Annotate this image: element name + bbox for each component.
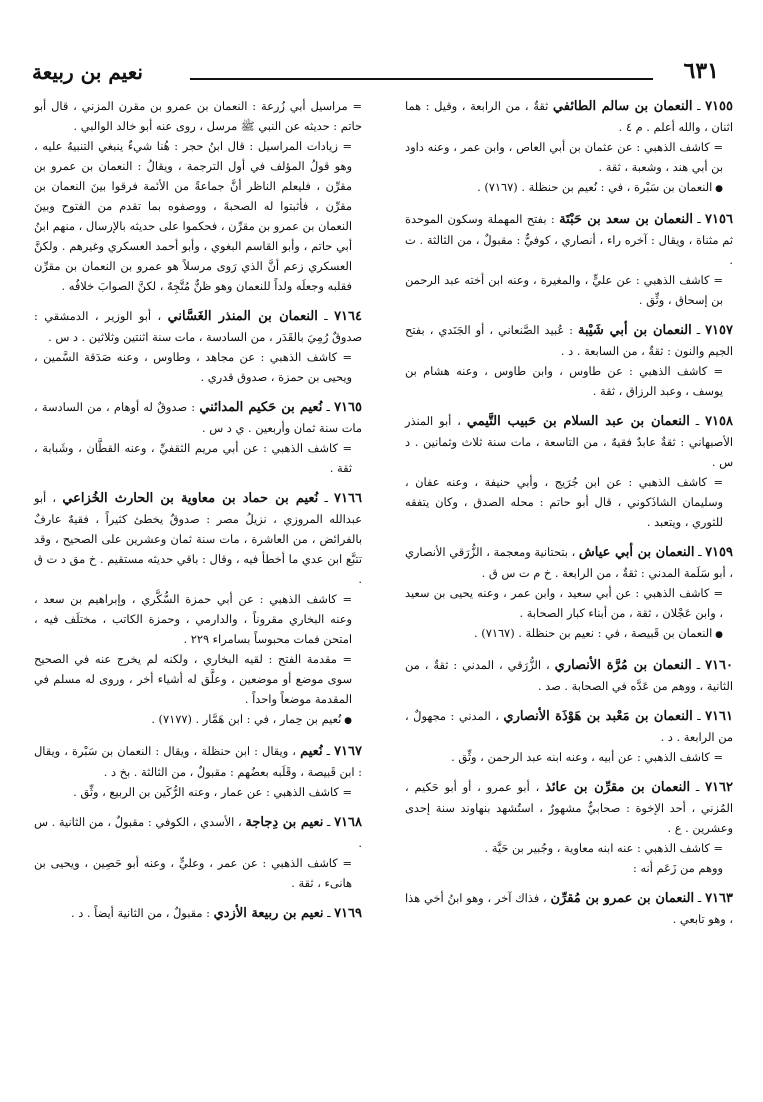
kashif-note: = كاشف الذهبي : عن ابن جُرَيج ، وأبي حنيفة ، وعنه عفان ، وسليمان الشاذَكوني ، قال أبو حاتم : محله الصدق ، وكان يتفقه للثوري ، ويتعبد . bbox=[405, 475, 723, 529]
kashif-note: = كاشف الذهبي : عن مجاهد ، وطاوس ، وعنه صَدَقة السَّمين ، ويحيى بن حمزة ، صدوق قدري . bbox=[34, 350, 352, 384]
entry-7163: ٧١٦٣ ـ النعمان بن عمرو بن مُقرِّن ، فذاك آخر ، وهو ابنُ أخي هذا ، وهو تابعي . bbox=[405, 891, 734, 926]
entry-name: النعمان بن مُرَّة الأنصاري bbox=[554, 658, 692, 673]
cross-reference: ● النعمان بن قَبيصة ، في : نعيم بن حنظلة . (٧١٦٧) . bbox=[405, 623, 733, 645]
entry-number: ٧١٦٢ bbox=[705, 780, 733, 795]
entry-name: النعمان بن مَعْبد بن هَوْذَة الأنصاري bbox=[503, 709, 693, 724]
continued-notes bbox=[34, 96, 362, 296]
kashif-note: = كاشف الذهبي : عن طاوس ، وابن طاوس ، وعنه هشام بن يوسف ، وعبد الرزاق ، ثقة . bbox=[405, 364, 723, 398]
kashif-note: = كاشف الذهبي : عن عمار ، وعنه الرُّكَين بن الربيع ، وثِّق . bbox=[73, 785, 352, 799]
entry-7158: ٧١٥٨ ـ النعمان بن عبد السلام بن حَبيب التَّيمي ، أبو المنذر الأصبهاني : ثقةٌ عابدٌ فقيهٌ ، من التاسعة ، مات سنة ثلاث وثمانين . د س . = كاشف الذهبي : عن ابن جُرَيج ، وأبي حنيفة ، وعنه عفان ، وسليمان الشاذَكوني ، قال أبو حاتم : محله الصدق ، وكان يتفقه للثوري ، ويتعبد . bbox=[405, 411, 733, 532]
entry-number: ٧١٦٧ bbox=[334, 744, 362, 759]
entry-7160: ٧١٦٠ ـ النعمان بن مُرَّة الأنصاري ، الزُّرَقي ، المدني : ثقةٌ ، من الثانية ، ووهم من عَدَّه في الصحابة . صد . bbox=[405, 658, 733, 693]
left-column bbox=[34, 96, 362, 934]
entry-7161: ٧١٦١ ـ النعمان بن مَعْبد بن هَوْذَة الأنصاري ، المدني : مجهولٌ ، من الرابعة . د . = كاشف الذهبي : عن أبيه ، وعنه ابنه عبد الرحمن ، وثِّق . bbox=[405, 706, 733, 767]
entry-number: ٧١٦٩ bbox=[334, 906, 362, 921]
entry-text: ، الأسدي ، الكوفي : مقبولٌ ، من الثانية . س . bbox=[34, 815, 362, 850]
entry-name: نُعيم بن حماد بن معاوية بن الحارث الخُزاعي bbox=[62, 491, 319, 506]
entry-name: النعمان بن سالم الطائفي bbox=[552, 99, 693, 114]
entry-text: ، فذاك آخر ، وهو ابنُ أخي هذا ، وهو تابعي . bbox=[405, 891, 733, 926]
entry-text: ، أبو المنذر الأصبهاني : ثقةٌ عابدٌ فقيهٌ ، من التاسعة ، مات سنة ثلاث وثمانين . د س . bbox=[405, 414, 733, 469]
kashif-note: = كاشف الذهبي : عن أبي سعيد ، وابن عمر ، وعنه يحيى بن سعيد ، وابن عَجْلان ، ثقة ، من أبناء كبار الصحابة . bbox=[405, 586, 723, 620]
entry-7155: ٧١٥٥ ـ النعمان بن سالم الطائفي ثقةٌ ، من الرابعة ، وقيل : هما اثنان ، والله أعلم . م ٤ . = كاشف الذهبي : عن عثمان بن أبي العاص ، وابن عمر ، وعنه داود بن أبي هند ، وشعبة ، ثقة . ● النعمان بن سَبْرة ، في : نُعيم بن حنظلة . (٧١٦٧) . bbox=[405, 96, 733, 199]
entry-text: ثقةٌ ، من الرابعة ، وقيل : هما اثنان ، والله أعلم . م ٤ . bbox=[405, 99, 733, 134]
entry-name: النعمان بن عبد السلام بن حَبيب التَّيمي bbox=[466, 414, 690, 429]
kashif-note: = كاشف الذهبي : عنه ابنه معاوية ، وجُبير بن حَيَّة . bbox=[484, 841, 723, 855]
kashif-note: = كاشف الذهبي : عن أبي حمزة السُّكَّري ، وإبراهيم بن سعد ، وعنه البخاري مقروناً ، والدارمي ، وحمزة الكاتب ، مختلَف فيه ، امتحن فمات محبوساً بسامراء ٢٢٩ . bbox=[34, 592, 352, 646]
entry-number: ٧١٥٩ bbox=[705, 545, 733, 560]
entry-7169: ٧١٦٩ ـ نعيم بن ربيعة الأزدي : مقبولٌ ، من الثانية أيضاً . د . bbox=[70, 906, 362, 921]
kashif-note: = كاشف الذهبي : عن أبيه ، وعنه ابنه عبد الرحمن ، وثِّق . bbox=[451, 750, 723, 764]
entry-number: ٧١٦٥ bbox=[334, 400, 363, 415]
entry-text: ، أبو الوزير ، الدمشقي : صدوقٌ رُمِيَ بالقَدَر ، من السادسة ، مات سنة اثنتين وثلاثين . د س . bbox=[34, 309, 362, 344]
entry-7166: ٧١٦٦ ـ نُعيم بن حماد بن معاوية بن الحارث الخُزاعي ، أبو عبدالله المروزي ، نزيلُ مصر : صدوقٌ يخطئ كثيراً ، فقيهٌ عارفٌ بالفرائض ، من العاشرة ، مات سنة ثمان وعشرين على الصحيح ، وقد تتبَّع ابن عدي ما أخطأ فيه ، وقال : باقي حديثه مستقيم . خ مق د ت ق . = كاشف الذهبي : عن أبي حمزة السُّكَّري ، وإبراهيم بن سعد ، وعنه البخاري مقروناً ، والدارمي ، وحمزة الكاتب ، مختلَف فيه ، امتحن فمات محبوساً بسامراء ٢٢٩ . = مقدمة الفتح : لقيه البخاري ، ولكنه لم يخرج عنه في الصحيح سوى موضع أو موضعين ، وعلَّق له أشياء أخر ، وروى له مسلم في المقدمة موضعاً واحداً . ● نُعيم بن حِمار ، في : ابن هَمَّار . (٧١٧٧) . bbox=[34, 488, 362, 731]
entry-7162: ٧١٦٢ ـ النعمان بن مقرِّن بن عائذ ، أبو عمرو ، أو أبو حَكيم ، المُزني ، أحد الإخوة : صحابيٌّ مشهورٌ ، استُشهد بنهاوند سنة إحدى وعشرين . ع . = كاشف الذهبي : عنه ابنه معاوية ، وجُبير بن حَيَّة . ووهم من زَعَم أنه : bbox=[405, 777, 733, 878]
entry-text: ، المدني : مجهولٌ ، من الرابعة . د . bbox=[405, 709, 733, 744]
cross-reference: ● نُعيم بن حِمار ، في : ابن هَمَّار . (٧١٧٧) . bbox=[34, 709, 362, 731]
running-title: نعيم بن ربيعة bbox=[32, 60, 143, 84]
cross-reference: ● النعمان بن سَبْرة ، في : نُعيم بن حنظلة . (٧١٦٧) . bbox=[405, 177, 733, 199]
entry-number: ٧١٦٤ bbox=[334, 309, 363, 324]
page-header bbox=[30, 56, 733, 92]
page-number: ٦٣١ bbox=[683, 58, 719, 84]
entry-7165: ٧١٦٥ ـ نُعيم بن حَكيم المدائني : صدوقٌ له أوهام ، من السادسة ، مات سنة ثمان وأربعين . ي د س . = كاشف الذهبي : عن أبي مريم الثقفيِّ ، وعنه القطَّان ، وشَبابة ، ثقة . bbox=[34, 397, 362, 478]
kashif-note: = كاشف الذهبي : عن عمر ، وعليٍّ ، وعنه أبو حَصِين ، ويحيى بن هانىء ، ثقة . bbox=[34, 856, 352, 890]
entry-name: نُعيم bbox=[300, 744, 323, 759]
entry-number: ٧١٦٦ bbox=[334, 491, 362, 506]
entry-number: ٧١٥٥ bbox=[705, 99, 733, 114]
entry-text: : مقبولٌ ، من الثانية أيضاً . د . bbox=[70, 906, 210, 920]
entry-text: بفتح المهملة وسكون الموحدة ثم مثناة ، ويقال : آخره راء ، أنصاري ، كوفيٌّ : مقبولٌ ، من الثالثة . ت . bbox=[405, 212, 733, 267]
kashif-note: = كاشف الذهبي : عن عثمان بن أبي العاص ، وابن عمر ، وعنه داود بن أبي هند ، وشعبة ، ثقة . bbox=[405, 140, 723, 174]
fath-note: = مقدمة الفتح : لقيه البخاري ، ولكنه لم يخرج عنه في الصحيح سوى موضع أو موضعين ، وعلَّق له أشياء أخر ، وروى له مسلم في المقدمة موضعاً واحداً . bbox=[34, 652, 352, 706]
entry-text: عُبيد الصَّنعاني ، أو الجَنَدي ، بفتح الجيم والنون : ثقةٌ ، من السابعة . د . bbox=[405, 323, 733, 358]
entry-number: ٧١٦١ bbox=[705, 709, 733, 724]
entry-7159: ٧١٥٩ ـ النعمان بن أبي عياش ، بتحتانية ومعجمة ، الزُّرَقي الأنصاري ، أبو سَلَمة المدني : ثقةٌ ، من الرابعة . خ م ت س ق . = كاشف الذهبي : عن أبي سعيد ، وابن عمر ، وعنه يحيى بن سعيد ، وابن عَجْلان ، ثقة ، من أبناء كبار الصحابة . ● النعمان بن قَبيصة ، في : نعيم بن حنظلة . (٧١٦٧) . bbox=[405, 542, 733, 645]
marasil-note: = مراسيل أبي زُرعة : النعمان بن عمرو بن مقرن المزني ، قال أبو حاتم : حديثه عن النبي ﷺ مرسل ، روى عنه أبو خالد الوالبي . bbox=[34, 99, 362, 133]
entry-number: ٧١٦٠ bbox=[705, 658, 733, 673]
kashif-note: = كاشف الذهبي : عن عليٍّ ، والمغيرة ، وعنه ابن أخته عبد الرحمن بن إسحاق ، وثِّق . bbox=[405, 273, 723, 307]
entry-name: النعمان بن مقرِّن بن عائذ bbox=[545, 780, 691, 795]
entry-number: ٧١٥٦ bbox=[705, 212, 733, 227]
entry-text: ، بتحتانية ومعجمة ، الزُّرَقي الأنصاري ، أبو سَلَمة المدني : ثقةٌ ، من الرابعة . خ م ت س ق . bbox=[405, 545, 733, 580]
entry-name: نعيم بن ربيعة الأزدي bbox=[213, 906, 324, 921]
entry-number: ٧١٥٧ bbox=[705, 323, 733, 338]
entry-text: ، ويقال : ابن حنظلة ، ويقال : النعمان بن سَبْرة ، ويقال : ابن قَبيصة ، وقَلَبه بعضُهم : مقبولٌ ، من الثالثة . بخ د . bbox=[34, 744, 362, 779]
entry-name: النعمان بن عمرو بن مُقرِّن bbox=[550, 891, 695, 906]
entry-name: النعمان بن أبي عياش bbox=[578, 545, 695, 560]
right-column bbox=[405, 96, 733, 939]
entry-number: ٧١٥٨ bbox=[705, 414, 733, 429]
entry-7167: ٧١٦٧ ـ نُعيم ، ويقال : ابن حنظلة ، ويقال : النعمان بن سَبْرة ، ويقال : ابن قَبيصة ، وقَلَبه بعضُهم : مقبولٌ ، من الثالثة . بخ د . = كاشف الذهبي : عن عمار ، وعنه الرُّكَين بن الربيع ، وثِّق . bbox=[34, 741, 362, 802]
entry-7156: ٧١٥٦ ـ النعمان بن سعد بن حَبْتَة : بفتح المهملة وسكون الموحدة ثم مثناة ، ويقال : آخره راء ، أنصاري ، كوفيٌّ : مقبولٌ ، من الثالثة . ت . = كاشف الذهبي : عن عليٍّ ، والمغيرة ، وعنه ابن أخته عبد الرحمن بن إسحاق ، وثِّق . bbox=[405, 209, 733, 310]
kashif-note: = كاشف الذهبي : عن أبي مريم الثقفيِّ ، وعنه القطَّان ، وشَبابة ، ثقة . bbox=[34, 441, 352, 475]
entry-name: النعمان بن سعد بن حَبْتَة bbox=[559, 212, 693, 227]
entry-note: ووهم من زَعَم أنه : bbox=[632, 861, 723, 875]
entry-name: نُعيم بن حَكيم المدائني bbox=[199, 400, 323, 415]
entry-number: ٧١٦٨ bbox=[334, 815, 362, 830]
header-rule bbox=[190, 78, 653, 80]
entry-name: النعمان بن المنذر الغَسَّاني bbox=[167, 309, 318, 324]
entry-text: ، الزُّرَقي ، المدني : ثقةٌ ، من الثانية ، ووهم من عَدَّه في الصحابة . صد . bbox=[405, 658, 733, 693]
entry-name: النعمان بن أبي شَيْبة bbox=[578, 323, 692, 338]
entry-text: ، أبو عمرو ، أو أبو حَكيم ، المُزني ، أحد الإخوة : صحابيٌّ مشهورٌ ، استُشهد بنهاوند سنة إحدى وعشرين . ع . bbox=[405, 780, 733, 835]
entry-name: نعيم بن دِجاجة bbox=[245, 815, 324, 830]
entry-7168: ٧١٦٨ ـ نعيم بن دِجاجة ، الأسدي ، الكوفي : مقبولٌ ، من الثانية . س . = كاشف الذهبي : عن عمر ، وعليٍّ ، وعنه أبو حَصِين ، ويحيى بن هانىء ، ثقة . bbox=[34, 812, 362, 893]
entry-text: : صدوقٌ له أوهام ، من السادسة ، مات سنة ثمان وأربعين . ي د س . bbox=[34, 400, 362, 435]
entry-text: ، أبو عبدالله المروزي ، نزيلُ مصر : صدوقٌ يخطئ كثيراً ، فقيهٌ عارفٌ بالفرائض ، من العاشرة ، مات سنة ثمان وعشرين على الصحيح ، وقد تتبَّع ابن عدي ما أخطأ فيه ، وقال : باقي حديثه مستقيم . خ مق د ت ق . bbox=[34, 491, 362, 586]
ziyadat-note: = زيادات المراسيل : قال ابنُ حجر : هُنا شيءٌ ينبغي التنبيهُ عليه ، وهو قولُ المؤلف في أول الترجمة ، ويقالُ : النعمان بن عمرو بن مقرِّن ، فليعلم الناظر أنَّ جماعةً من الأئمة فرقوا بينَ النعمان بن مقرِّن ، فأثبتوا له الصحبةَ ، ووصفوه بما تقدم من الفتوح وبينَ النعمان بن عمرو بن مقرِّن ، فحكموا على حديثه بالإرسال ، منهم ابنُ أبي حاتم ، وأبو القاسم البغوي ، وأبو أحمد العسكري وغيرهم . ولكنَّ العسكري زعم أنَّ الذي رَوى مرسلاً هو عمرو بن النعمان بن مقرِّن فقلبه وجعلَه ولداً للنعمان وهو ظنٌّ مُتَّجِهٌ ، لكنَّ الصوابَ خلافُه . bbox=[34, 139, 352, 293]
entry-number: ٧١٦٣ bbox=[705, 891, 734, 906]
entry-7157: ٧١٥٧ ـ النعمان بن أبي شَيْبة : عُبيد الصَّنعاني ، أو الجَنَدي ، بفتح الجيم والنون : ثقةٌ ، من السابعة . د . = كاشف الذهبي : عن طاوس ، وابن طاوس ، وعنه هشام بن يوسف ، وعبد الرزاق ، ثقة . bbox=[405, 320, 733, 401]
entry-7164: ٧١٦٤ ـ النعمان بن المنذر الغَسَّاني ، أبو الوزير ، الدمشقي : صدوقٌ رُمِيَ بالقَدَر ، من السادسة ، مات سنة اثنتين وثلاثين . د س . = كاشف الذهبي : عن مجاهد ، وطاوس ، وعنه صَدَقة السَّمين ، ويحيى بن حمزة ، صدوق قدري . bbox=[34, 306, 362, 387]
